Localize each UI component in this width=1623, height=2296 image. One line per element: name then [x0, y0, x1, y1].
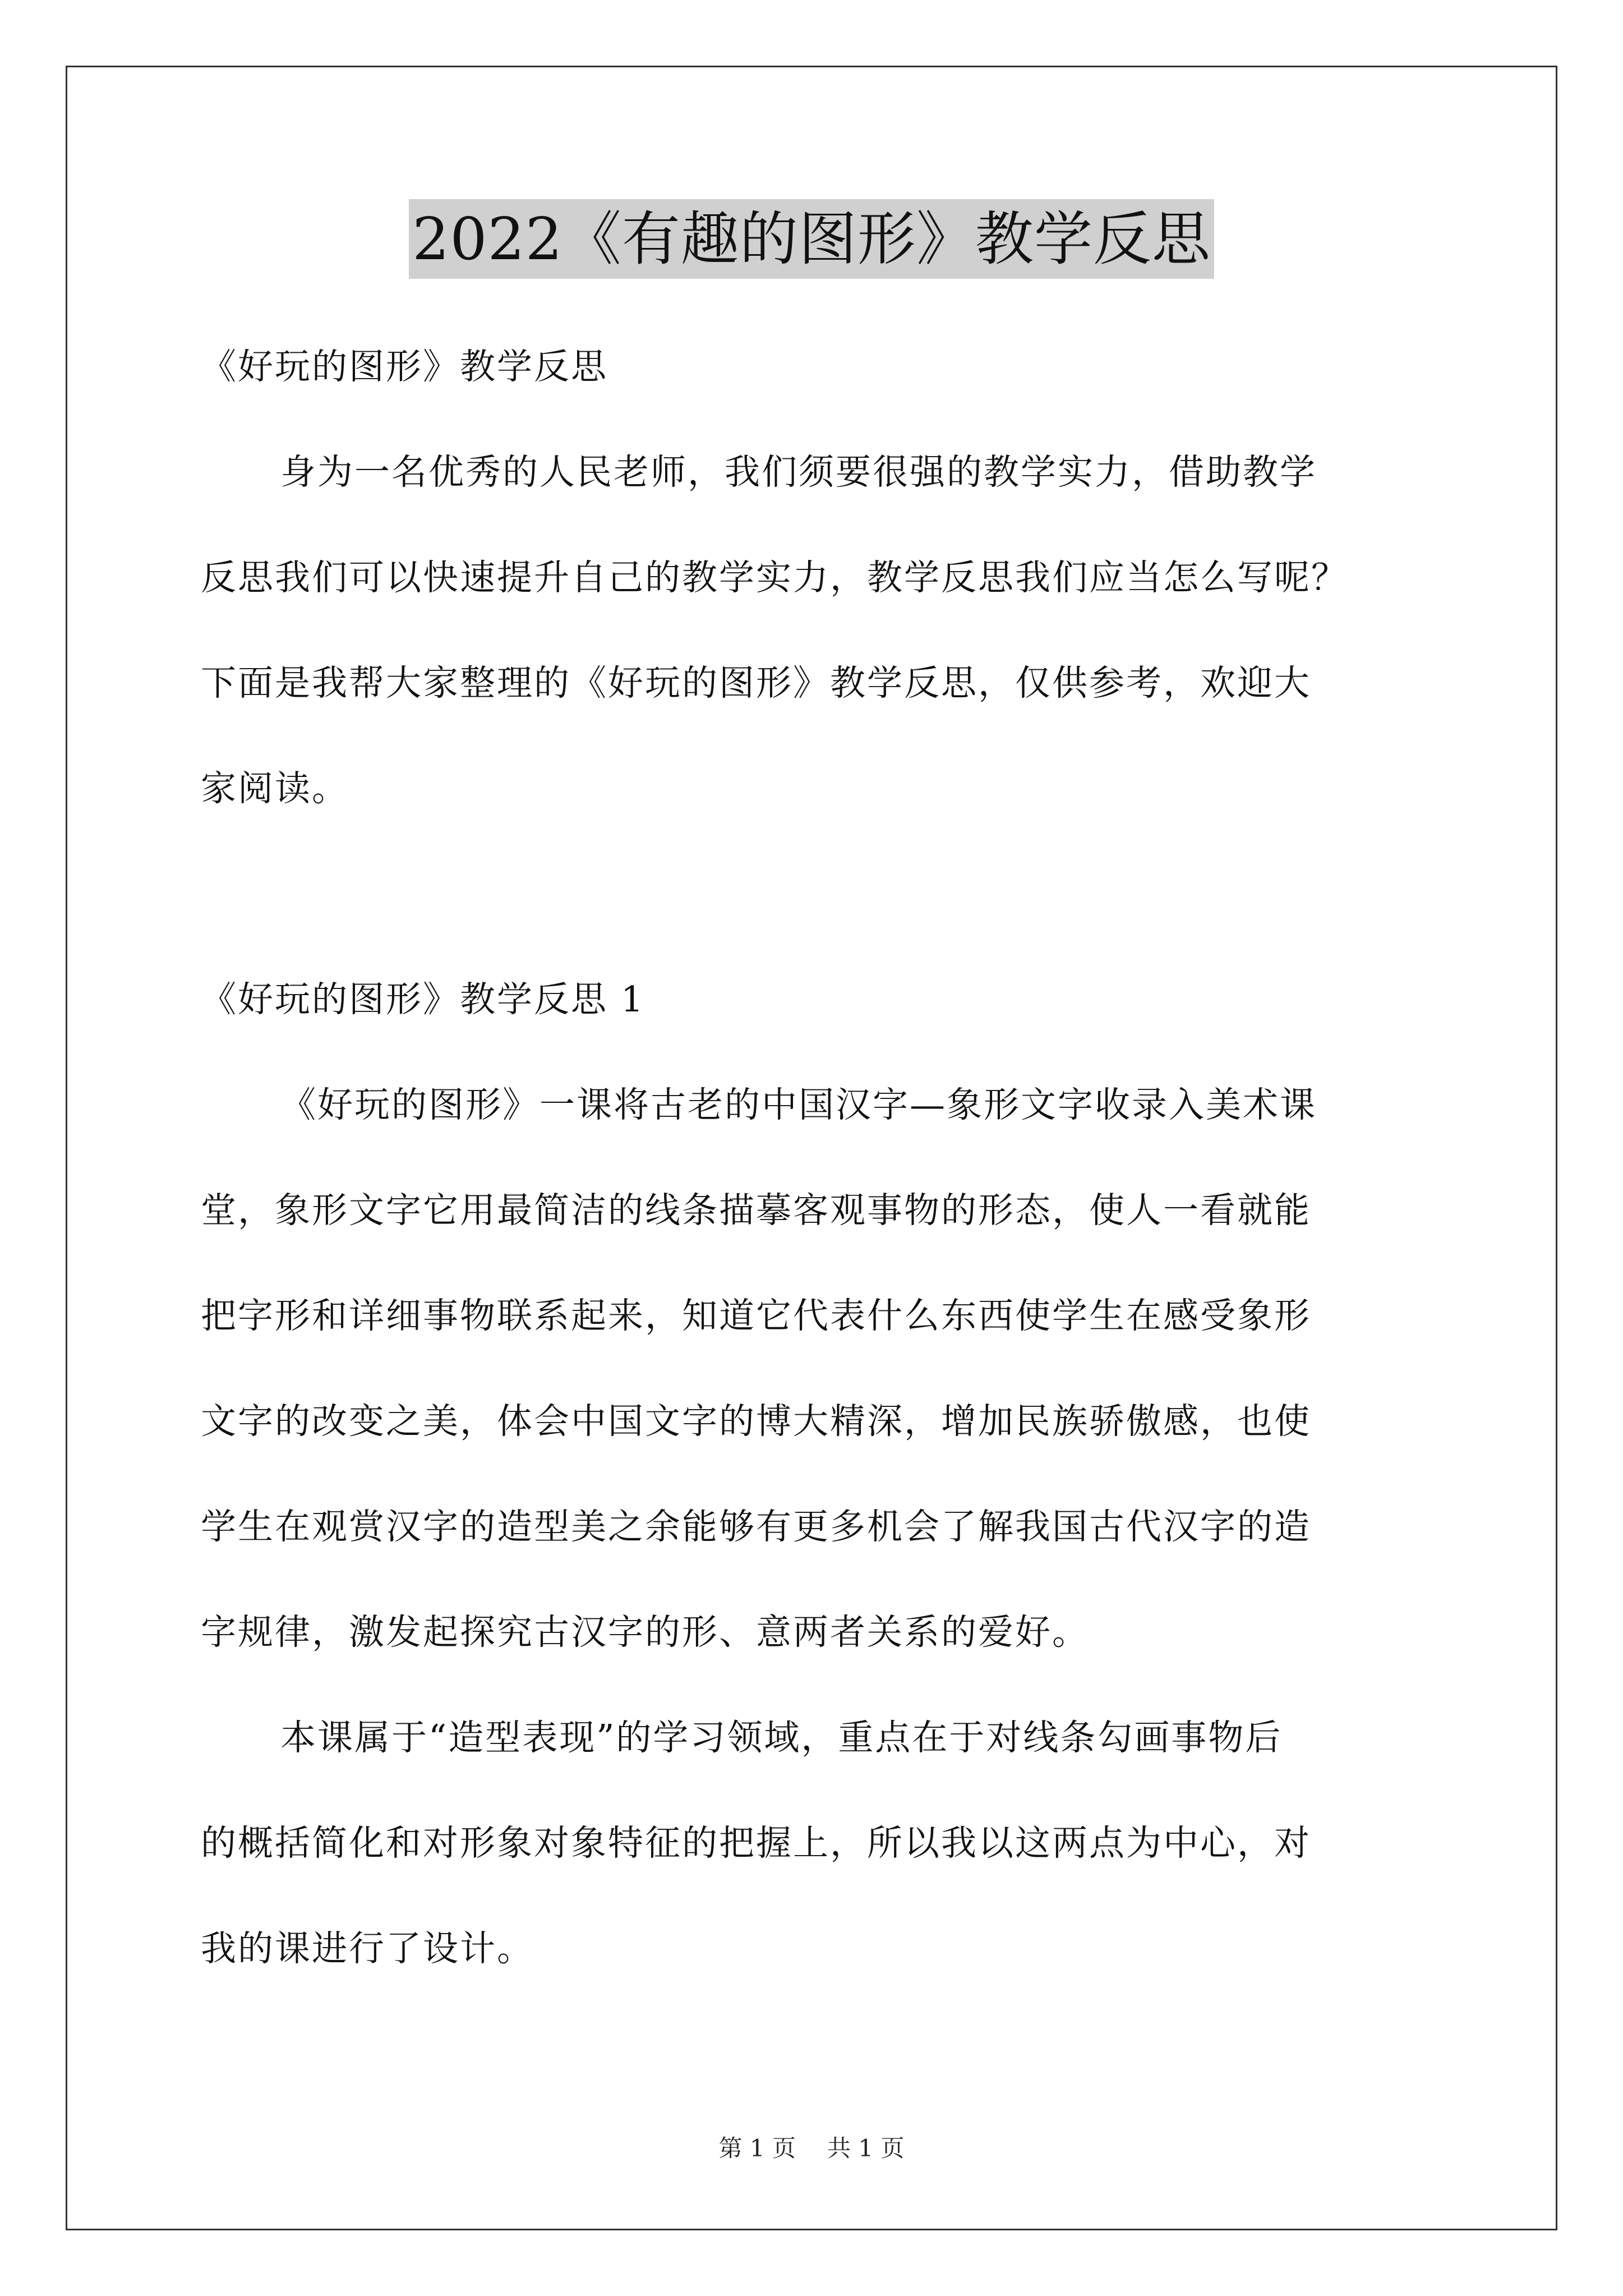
paragraph-line: 下面是我帮大家整理的《好玩的图形》教学反思，仅供参考，欢迎大	[201, 662, 1311, 703]
paragraph-line: 堂，象形文字它用最简洁的线条描摹客观事物的形态，使人一看就能	[201, 1190, 1311, 1231]
page-footer	[0, 2132, 1623, 2165]
paragraph-line: 《好玩的图形》一课将古老的中国汉字—象形文字收录入美术课	[280, 1084, 1317, 1125]
document-title: 2022《有趣的图形》教学反思	[409, 199, 1214, 279]
paragraph-line: 我的课进行了设计。	[201, 1928, 534, 1969]
section-heading: 《好玩的图形》教学反思	[201, 346, 608, 387]
paragraph-line: 字规律，激发起探究古汉字的形、意两者关系的爱好。	[201, 1612, 1089, 1653]
page-number: 第 1 页	[718, 2134, 796, 2162]
paragraph-line: 把字形和详细事物联系起来，知道它代表什么东西使学生在感受象形	[201, 1295, 1311, 1336]
blank-line	[201, 841, 1435, 947]
paragraph-line: 反思我们可以快速提升自己的教学实力，教学反思我们应当怎么写呢？	[201, 557, 1348, 598]
paragraph-line: 家阅读。	[201, 768, 349, 809]
paragraph-line: 身为一名优秀的人民老师，我们须要很强的教学实力，借助教学	[280, 452, 1317, 493]
paragraph-line: 学生在观赏汉字的造型美之余能够有更多机会了解我国古代汉字的造	[201, 1506, 1311, 1547]
page-total: 共 1 页	[827, 2134, 905, 2162]
paragraph-line: 本课属于“造型表现”的学习领域，重点在于对线条勾画事物后	[280, 1717, 1283, 1758]
document-body	[201, 314, 1435, 2001]
paragraph-line: 的概括简化和对形象对象特征的把握上，所以我以这两点为中心，对	[201, 1823, 1311, 1864]
section-heading: 《好玩的图形》教学反思 1	[201, 979, 645, 1020]
paragraph-line: 文字的改变之美，体会中国文字的博大精深，增加民族骄傲感，也使	[201, 1401, 1311, 1442]
title-container	[0, 199, 1623, 279]
